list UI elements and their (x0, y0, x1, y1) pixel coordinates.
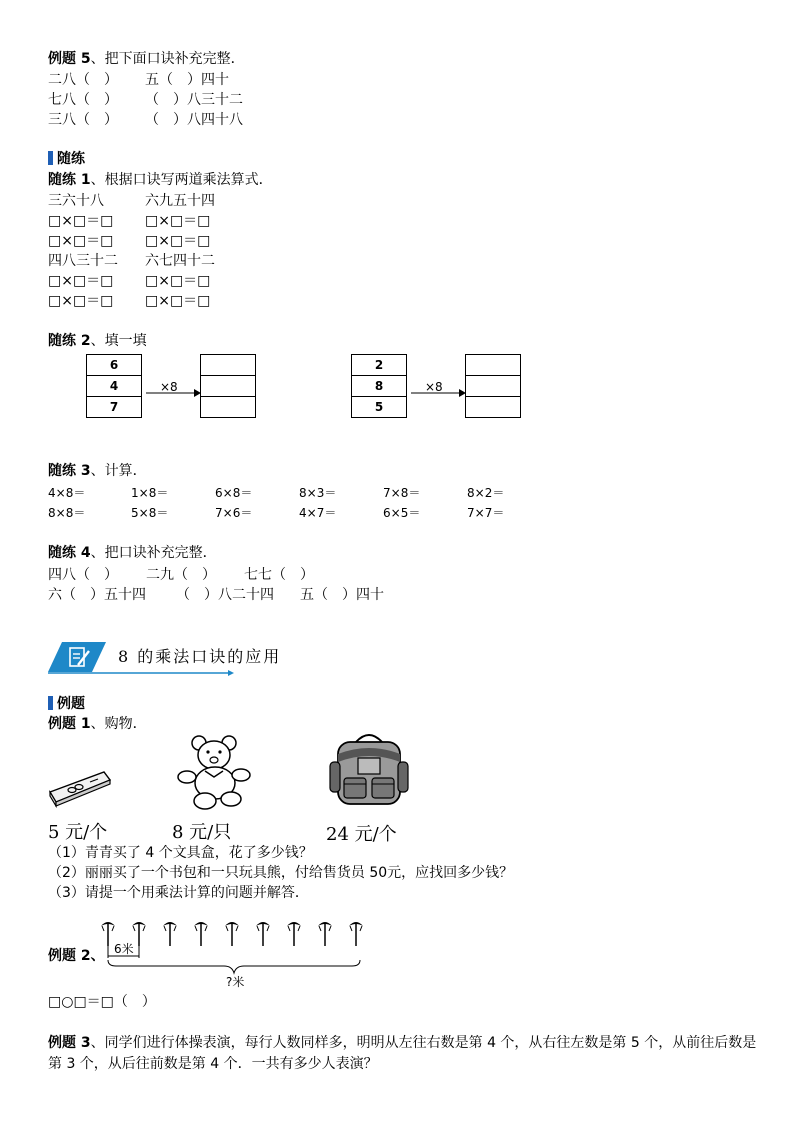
calc-item: 8×2＝ (467, 486, 505, 500)
calc-item: 7×7＝ (467, 506, 505, 520)
calc-item: 4×8＝ (48, 486, 86, 500)
question-2: （2）丽丽买了一个书包和一只玩具熊，付给售货员 50元，应找回多少钱？ (48, 865, 514, 881)
price-backpack: 24 元/个 (326, 824, 397, 845)
p1-col1: 三六十八 □×□＝□ □×□＝□ 四八三十二 □×□＝□ □×□＝□ (48, 193, 118, 309)
p2-right-answer-column[interactable] (465, 354, 521, 418)
answer-cell[interactable] (201, 397, 255, 417)
question-1: （1）青青买了 4 个文具盒，花了多少钱？ (48, 845, 313, 861)
p4-item: （ ）八二十四 (176, 587, 274, 603)
p1-col2: 六九五十四 □×□＝□ □×□＝□ 六七四十二 □×□＝□ □×□＝□ (145, 193, 215, 309)
tree-icon (163, 922, 177, 946)
calc-item: 1×8＝ (131, 486, 169, 500)
p4-item: 四八（ ） (48, 567, 118, 583)
ex5-r3c2: （ ）八四十八 (145, 112, 243, 128)
ex5-col1 (48, 70, 118, 130)
p2-title: 随练 2、填一填 (48, 333, 147, 349)
calc-item: 8×8＝ (48, 506, 86, 520)
ex5-r1c1: 二八（ ） (48, 72, 118, 88)
ex5-r1c2: 五（ ）四十 (145, 72, 229, 88)
e1-questions (48, 843, 513, 903)
price-pencil-box: 5 元/个 (48, 822, 108, 843)
p3-title: 随练 3、计算． (48, 463, 147, 479)
p4-title: 随练 4、把口诀补充完整． (48, 545, 217, 561)
ex5-r3c1: 三八（ ） (48, 112, 118, 128)
ex5-col2 (145, 70, 243, 130)
p4-item: 五（ ）四十 (300, 587, 384, 603)
question-3: （3）请提一个用乘法计算的问题并解答． (48, 885, 309, 901)
tree-icon (287, 922, 301, 946)
p2-right-op: ×8 (425, 380, 443, 394)
price-teddy-bear: 8 元/只 (172, 822, 232, 843)
p2-left-op: ×8 (160, 380, 178, 394)
e1-title: 例题 1、购物． (48, 716, 147, 732)
calc-item: 7×6＝ (215, 506, 253, 520)
calc-item: 5×8＝ (131, 506, 169, 520)
blue-bar-icon (48, 151, 53, 165)
tree-icon (318, 922, 332, 946)
arrow-right-icon (146, 388, 202, 398)
tree-icon (349, 922, 363, 946)
pencil-box-icon (46, 768, 112, 808)
answer-cell[interactable] (466, 376, 520, 397)
calc-item: 6×5＝ (383, 506, 421, 520)
teddy-bear-icon (175, 733, 253, 811)
blue-bar-icon (48, 696, 53, 710)
calc-item: 6×8＝ (215, 486, 253, 500)
ex5-title: 例题 5、把下面口诀补充完整． (48, 51, 245, 67)
banner-title: 8 的乘法口诀的应用 (118, 647, 282, 666)
suilian-header: 随练 (48, 150, 85, 168)
e2-formula: □○□＝□（ ） (48, 994, 156, 1010)
ex5-r2c1: 七八（ ） (48, 92, 118, 108)
p2-left-input-column: 6 4 7 (86, 354, 142, 418)
backpack-icon (328, 728, 410, 810)
p4-item: 二九（ ） (146, 567, 216, 583)
answer-cell[interactable] (201, 355, 255, 376)
answer-cell[interactable] (201, 376, 255, 397)
arrow-right-icon (411, 388, 467, 398)
calc-item: 7×8＝ (383, 486, 421, 500)
tree-icon (225, 922, 239, 946)
answer-cell[interactable] (466, 397, 520, 417)
p1-title: 随练 1、根据口诀写两道乘法算式． (48, 172, 273, 188)
ex5-r2c2: （ ）八三十二 (145, 92, 243, 108)
total-distance-label: ?米 (226, 975, 245, 989)
spacing-label: 6米 (114, 942, 134, 956)
tree-icon (194, 922, 208, 946)
answer-cell[interactable] (466, 355, 520, 376)
e3-text: 例题 3、同学们进行体操表演，每行人数同样多，明明从左往右数是第 4 个，从右往左数是第 5 个，从前往后数是 第 3 个，从后往前数是第 4 个．一共有多少人表演？ (48, 1035, 757, 1072)
liti-header: 例题 (48, 695, 85, 713)
e2-title: 例题 2、 (48, 948, 105, 964)
calc-item: 4×7＝ (299, 506, 337, 520)
p4-item: 七七（ ） (244, 567, 314, 583)
p2-right-input-column: 2 8 5 (351, 354, 407, 418)
p2-left-answer-column[interactable] (200, 354, 256, 418)
calc-item: 8×3＝ (299, 486, 337, 500)
tree-icon (256, 922, 270, 946)
p4-item: 六（ ）五十四 (48, 587, 146, 603)
